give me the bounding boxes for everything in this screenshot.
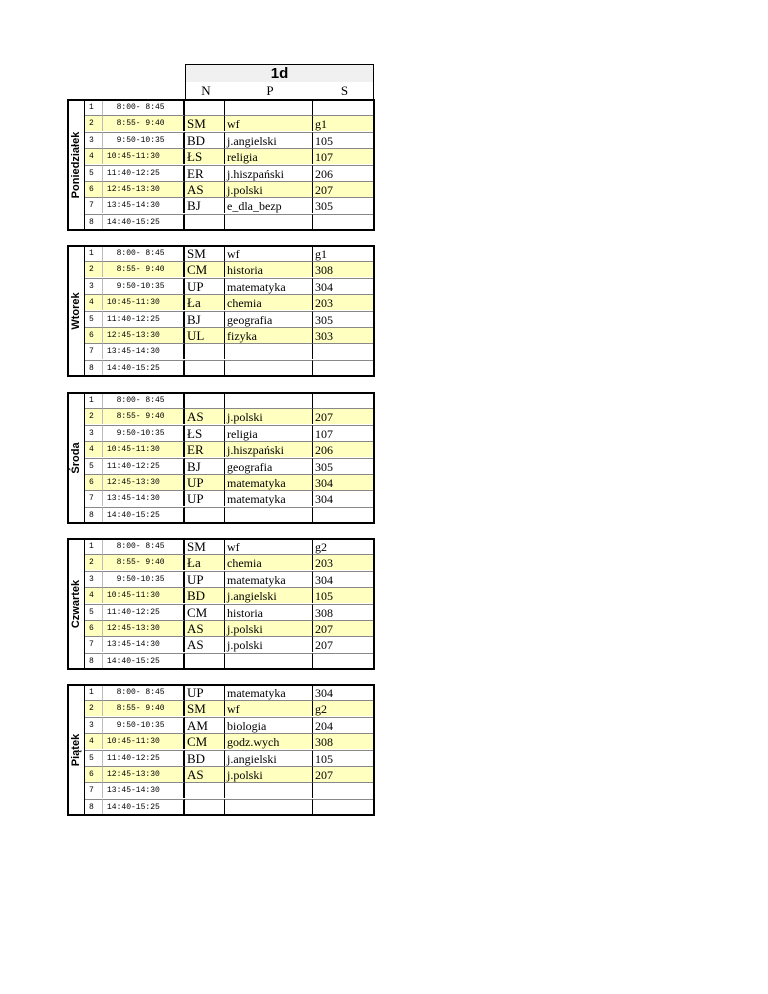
lesson-number: 6 xyxy=(85,766,103,782)
lesson-time: 9:50-10:35 xyxy=(103,132,185,148)
lesson-number: 5 xyxy=(85,311,103,327)
lesson-time: 13:45-14:30 xyxy=(103,490,185,506)
lesson-number: 4 xyxy=(85,733,103,749)
teacher-code: UP xyxy=(185,474,225,490)
lesson-number: 7 xyxy=(85,490,103,506)
subject: wf xyxy=(225,538,313,554)
lesson-row xyxy=(85,636,375,652)
room: 206 xyxy=(313,441,375,457)
lesson-time: 13:45-14:30 xyxy=(103,782,185,798)
lesson-time: 12:45-13:30 xyxy=(103,327,185,343)
day-label-cell xyxy=(67,245,85,377)
lesson-time: 8:00- 8:45 xyxy=(103,684,185,700)
lesson-row xyxy=(85,294,375,310)
lesson-time: 14:40-15:25 xyxy=(103,507,185,523)
lesson-time: 9:50-10:35 xyxy=(103,278,185,294)
lesson-row xyxy=(85,278,375,294)
room: 304 xyxy=(313,684,375,700)
subject xyxy=(225,343,313,359)
subject: godz.wych xyxy=(225,733,313,749)
lesson-row xyxy=(85,408,375,424)
day-block xyxy=(67,99,375,231)
lesson-time: 12:45-13:30 xyxy=(103,474,185,490)
lesson-number: 1 xyxy=(85,245,103,261)
room xyxy=(313,214,375,230)
room: 304 xyxy=(313,474,375,490)
lesson-time: 8:00- 8:45 xyxy=(103,538,185,554)
teacher-code: AM xyxy=(185,717,225,733)
teacher-code: AS xyxy=(185,766,225,782)
room: 107 xyxy=(313,425,375,441)
teacher-code: ER xyxy=(185,165,225,181)
lesson-row xyxy=(85,115,375,131)
lesson-row xyxy=(85,766,375,782)
teacher-code: SM xyxy=(185,538,225,554)
column-header-subject: P xyxy=(266,83,274,98)
subject xyxy=(225,99,313,115)
lesson-number: 1 xyxy=(85,392,103,408)
lesson-row xyxy=(85,604,375,620)
room xyxy=(313,653,375,669)
room: 305 xyxy=(313,458,375,474)
day-label-cell xyxy=(67,99,85,231)
lesson-number: 2 xyxy=(85,261,103,277)
lesson-number: 5 xyxy=(85,750,103,766)
day-block xyxy=(67,392,375,524)
lesson-row xyxy=(85,653,375,669)
teacher-code: UL xyxy=(185,327,225,343)
lesson-row xyxy=(85,538,375,554)
lesson-number: 3 xyxy=(85,571,103,587)
room xyxy=(313,507,375,523)
lesson-time: 11:40-12:25 xyxy=(103,458,185,474)
room: g1 xyxy=(313,245,375,261)
subject xyxy=(225,360,313,376)
lesson-time: 11:40-12:25 xyxy=(103,165,185,181)
lesson-time: 12:45-13:30 xyxy=(103,620,185,636)
teacher-code: SM xyxy=(185,115,225,131)
lesson-time: 10:45-11:30 xyxy=(103,733,185,749)
class-title: 1d xyxy=(185,64,374,82)
lesson-time: 12:45-13:30 xyxy=(103,181,185,197)
teacher-code: SM xyxy=(185,245,225,261)
teacher-code: UP xyxy=(185,571,225,587)
teacher-code: SM xyxy=(185,700,225,716)
lesson-time: 14:40-15:25 xyxy=(103,360,185,376)
subject xyxy=(225,799,313,815)
subject: matematyka xyxy=(225,490,313,506)
teacher-code: UP xyxy=(185,684,225,700)
day-name: Wtorek xyxy=(69,292,82,330)
subject: chemia xyxy=(225,294,313,310)
lesson-time: 8:00- 8:45 xyxy=(103,99,185,115)
subject: wf xyxy=(225,245,313,261)
lesson-row xyxy=(85,750,375,766)
lesson-number: 7 xyxy=(85,782,103,798)
subject: fizyka xyxy=(225,327,313,343)
lesson-row xyxy=(85,311,375,327)
teacher-code: AS xyxy=(185,620,225,636)
lesson-time: 11:40-12:25 xyxy=(103,750,185,766)
lesson-time: 13:45-14:30 xyxy=(103,636,185,652)
lesson-time: 9:50-10:35 xyxy=(103,425,185,441)
room xyxy=(313,392,375,408)
subject: j.polski xyxy=(225,620,313,636)
teacher-code: Ła xyxy=(185,554,225,570)
teacher-code: AS xyxy=(185,408,225,424)
lesson-number: 5 xyxy=(85,604,103,620)
subject: religia xyxy=(225,425,313,441)
lesson-number: 4 xyxy=(85,148,103,164)
lesson-row xyxy=(85,554,375,570)
room: 207 xyxy=(313,766,375,782)
lesson-number: 8 xyxy=(85,653,103,669)
room: 207 xyxy=(313,636,375,652)
teacher-code: UP xyxy=(185,490,225,506)
lesson-row xyxy=(85,343,375,359)
room: 308 xyxy=(313,261,375,277)
lesson-time: 11:40-12:25 xyxy=(103,311,185,327)
lesson-row xyxy=(85,490,375,506)
lesson-row xyxy=(85,782,375,798)
subject: j.angielski xyxy=(225,587,313,603)
teacher-code: CM xyxy=(185,261,225,277)
teacher-code xyxy=(185,343,225,359)
room: 305 xyxy=(313,197,375,213)
lesson-time: 9:50-10:35 xyxy=(103,717,185,733)
subject: j.hiszpański xyxy=(225,165,313,181)
day-label-cell xyxy=(67,392,85,524)
teacher-code xyxy=(185,99,225,115)
teacher-code xyxy=(185,214,225,230)
lesson-row xyxy=(85,425,375,441)
room: 105 xyxy=(313,132,375,148)
room xyxy=(313,360,375,376)
lesson-number: 3 xyxy=(85,425,103,441)
day-name: Poniedziałek xyxy=(69,131,82,199)
room: g1 xyxy=(313,115,375,131)
subject xyxy=(225,782,313,798)
lesson-number: 8 xyxy=(85,360,103,376)
lesson-row xyxy=(85,684,375,700)
lesson-row xyxy=(85,507,375,523)
lesson-number: 7 xyxy=(85,636,103,652)
teacher-code: BJ xyxy=(185,458,225,474)
column-header-teacher: N xyxy=(201,83,211,98)
teacher-code: ER xyxy=(185,441,225,457)
lesson-time: 13:45-14:30 xyxy=(103,343,185,359)
subject: e_dla_bezp xyxy=(225,197,313,213)
lesson-number: 8 xyxy=(85,507,103,523)
teacher-code: AS xyxy=(185,636,225,652)
lesson-time: 8:55- 9:40 xyxy=(103,408,185,424)
lesson-row xyxy=(85,99,375,115)
lesson-row xyxy=(85,571,375,587)
subject xyxy=(225,653,313,669)
subject: j.polski xyxy=(225,181,313,197)
subject: geografia xyxy=(225,458,313,474)
lesson-number: 5 xyxy=(85,458,103,474)
lesson-number: 1 xyxy=(85,684,103,700)
lesson-number: 6 xyxy=(85,620,103,636)
lesson-time: 8:55- 9:40 xyxy=(103,554,185,570)
lesson-time: 13:45-14:30 xyxy=(103,197,185,213)
teacher-code: BD xyxy=(185,132,225,148)
lesson-time: 8:55- 9:40 xyxy=(103,261,185,277)
lesson-number: 5 xyxy=(85,165,103,181)
lesson-number: 3 xyxy=(85,717,103,733)
lesson-row xyxy=(85,458,375,474)
subject: j.angielski xyxy=(225,132,313,148)
room: 207 xyxy=(313,620,375,636)
room: 308 xyxy=(313,733,375,749)
day-name: Piątek xyxy=(69,733,82,767)
room: 304 xyxy=(313,571,375,587)
subject: matematyka xyxy=(225,474,313,490)
lesson-row xyxy=(85,441,375,457)
subject: religia xyxy=(225,148,313,164)
teacher-code: CM xyxy=(185,733,225,749)
subject: matematyka xyxy=(225,684,313,700)
room xyxy=(313,343,375,359)
lesson-row xyxy=(85,214,375,230)
lesson-number: 8 xyxy=(85,214,103,230)
teacher-code: BJ xyxy=(185,311,225,327)
lesson-number: 4 xyxy=(85,587,103,603)
room xyxy=(313,782,375,798)
room: 204 xyxy=(313,717,375,733)
room: g2 xyxy=(313,700,375,716)
subject: matematyka xyxy=(225,278,313,294)
teacher-code: AS xyxy=(185,181,225,197)
subject: j.angielski xyxy=(225,750,313,766)
lesson-row xyxy=(85,148,375,164)
lesson-time: 8:00- 8:45 xyxy=(103,392,185,408)
lesson-time: 14:40-15:25 xyxy=(103,653,185,669)
lesson-row xyxy=(85,733,375,749)
subject: historia xyxy=(225,604,313,620)
lesson-row xyxy=(85,392,375,408)
lesson-row xyxy=(85,700,375,716)
lesson-number: 6 xyxy=(85,327,103,343)
lesson-row xyxy=(85,620,375,636)
lesson-number: 4 xyxy=(85,294,103,310)
teacher-code: BJ xyxy=(185,197,225,213)
subject: geografia xyxy=(225,311,313,327)
subject: j.polski xyxy=(225,408,313,424)
lesson-time: 10:45-11:30 xyxy=(103,441,185,457)
room: 303 xyxy=(313,327,375,343)
lesson-row xyxy=(85,197,375,213)
lesson-number: 4 xyxy=(85,441,103,457)
lesson-number: 6 xyxy=(85,474,103,490)
day-name: Czwartek xyxy=(69,579,82,629)
column-header-room: S xyxy=(340,83,349,98)
room: 207 xyxy=(313,408,375,424)
lesson-number: 7 xyxy=(85,343,103,359)
lesson-number: 6 xyxy=(85,181,103,197)
lesson-number: 2 xyxy=(85,115,103,131)
day-block xyxy=(67,245,375,377)
lesson-number: 2 xyxy=(85,700,103,716)
lesson-row xyxy=(85,474,375,490)
teacher-code: BD xyxy=(185,587,225,603)
lesson-time: 10:45-11:30 xyxy=(103,294,185,310)
subject xyxy=(225,392,313,408)
room: 308 xyxy=(313,604,375,620)
day-block xyxy=(67,538,375,670)
lesson-number: 2 xyxy=(85,408,103,424)
room: 203 xyxy=(313,554,375,570)
lesson-time: 10:45-11:30 xyxy=(103,148,185,164)
teacher-code xyxy=(185,360,225,376)
room: 206 xyxy=(313,165,375,181)
lesson-time: 8:55- 9:40 xyxy=(103,700,185,716)
lesson-number: 1 xyxy=(85,99,103,115)
day-block xyxy=(67,684,375,816)
subject: matematyka xyxy=(225,571,313,587)
lesson-time: 8:55- 9:40 xyxy=(103,115,185,131)
lesson-number: 3 xyxy=(85,132,103,148)
lesson-row xyxy=(85,587,375,603)
teacher-code xyxy=(185,782,225,798)
lesson-row xyxy=(85,360,375,376)
room: 305 xyxy=(313,311,375,327)
lesson-row xyxy=(85,245,375,261)
day-name: Środa xyxy=(69,442,82,474)
lesson-row xyxy=(85,181,375,197)
teacher-code: ŁS xyxy=(185,148,225,164)
lesson-time: 8:00- 8:45 xyxy=(103,245,185,261)
day-label-cell xyxy=(67,684,85,816)
lesson-row xyxy=(85,327,375,343)
teacher-code: CM xyxy=(185,604,225,620)
subject xyxy=(225,507,313,523)
room: 107 xyxy=(313,148,375,164)
teacher-code: Ła xyxy=(185,294,225,310)
teacher-code xyxy=(185,653,225,669)
lesson-time: 12:45-13:30 xyxy=(103,766,185,782)
lesson-number: 3 xyxy=(85,278,103,294)
room: 304 xyxy=(313,490,375,506)
teacher-code: BD xyxy=(185,750,225,766)
lesson-row xyxy=(85,132,375,148)
subject: j.polski xyxy=(225,636,313,652)
lesson-time: 10:45-11:30 xyxy=(103,587,185,603)
subject: j.hiszpański xyxy=(225,441,313,457)
lesson-time: 14:40-15:25 xyxy=(103,214,185,230)
lesson-number: 7 xyxy=(85,197,103,213)
lesson-row xyxy=(85,261,375,277)
subject: historia xyxy=(225,261,313,277)
room: g2 xyxy=(313,538,375,554)
teacher-code xyxy=(185,507,225,523)
lesson-time: 14:40-15:25 xyxy=(103,799,185,815)
room: 304 xyxy=(313,278,375,294)
room: 203 xyxy=(313,294,375,310)
room xyxy=(313,99,375,115)
teacher-code: UP xyxy=(185,278,225,294)
lesson-row xyxy=(85,165,375,181)
teacher-code: ŁS xyxy=(185,425,225,441)
subject: j.polski xyxy=(225,766,313,782)
lesson-time: 9:50-10:35 xyxy=(103,571,185,587)
subject: wf xyxy=(225,700,313,716)
room: 105 xyxy=(313,587,375,603)
subject xyxy=(225,214,313,230)
lesson-row xyxy=(85,799,375,815)
subject: wf xyxy=(225,115,313,131)
column-header-row xyxy=(185,82,374,99)
room xyxy=(313,799,375,815)
lesson-time: 11:40-12:25 xyxy=(103,604,185,620)
room: 207 xyxy=(313,181,375,197)
lesson-number: 1 xyxy=(85,538,103,554)
subject: chemia xyxy=(225,554,313,570)
lesson-row xyxy=(85,717,375,733)
day-label-cell xyxy=(67,538,85,670)
lesson-number: 8 xyxy=(85,799,103,815)
lesson-number: 2 xyxy=(85,554,103,570)
room: 105 xyxy=(313,750,375,766)
teacher-code xyxy=(185,799,225,815)
subject: biologia xyxy=(225,717,313,733)
teacher-code xyxy=(185,392,225,408)
